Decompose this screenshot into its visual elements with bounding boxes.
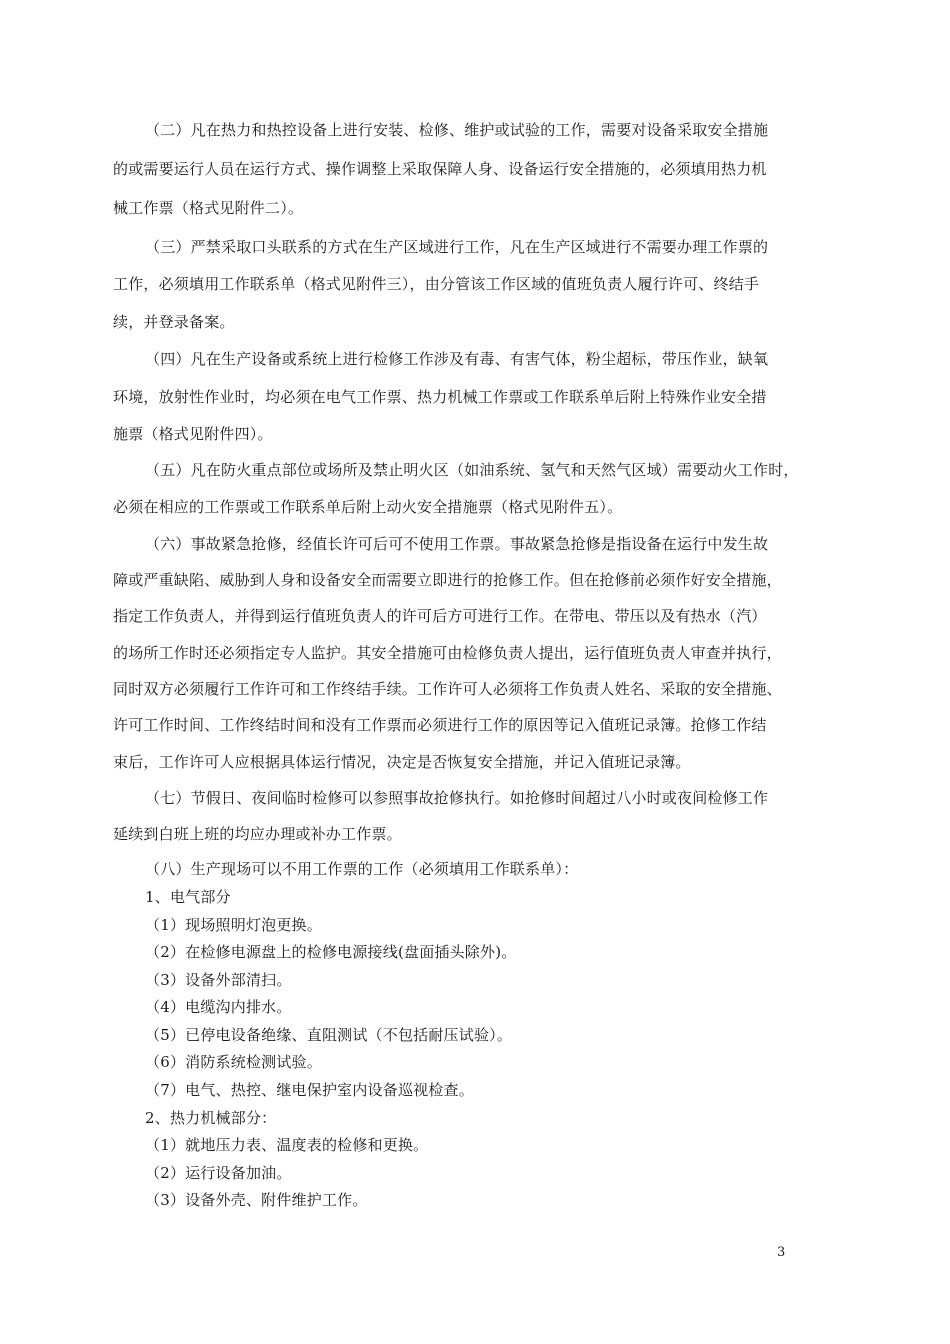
list-item-electrical-3: （3）设备外部清扫。 xyxy=(145,971,292,989)
paragraph-2-line-1: （二）凡在热力和热控设备上进行安装、检修、维护或试验的工作，需要对设备采取安全措施 xyxy=(145,121,769,139)
paragraph-6-line-2: 障或严重缺陷、威胁到人身和设备安全而需要立即进行的抢修工作。但在抢修前必须作好安全措施， xyxy=(113,571,782,589)
paragraph-6-line-3: 指定工作负责人，并得到运行值班负责人的许可后方可进行工作。在带电、带压以及有热水（汽） xyxy=(113,607,767,625)
list-item-electrical-7: （7）电气、热控、继电保护室内设备巡视检查。 xyxy=(145,1081,474,1099)
paragraph-4-line-1: （四）凡在生产设备或系统上进行检修工作涉及有毒、有害气体，粉尘超标，带压作业，缺氧 xyxy=(145,350,769,368)
paragraph-7-line-1: （七）节假日、夜间临时检修可以参照事故抢修执行。如抢修时间超过八小时或夜间检修工作 xyxy=(145,789,769,807)
list-item-electrical-2: （2）在检修电源盘上的检修电源接线(盘面插头除外)。 xyxy=(145,943,517,961)
paragraph-3-line-1: （三）严禁采取口头联系的方式在生产区域进行工作，凡在生产区域进行不需要办理工作票的 xyxy=(145,238,769,256)
list-item-thermal-3: （3）设备外壳、附件维护工作。 xyxy=(145,1191,368,1209)
list-item-thermal-2: （2）运行设备加油。 xyxy=(145,1164,292,1182)
section-electrical-heading: 1、电气部分 xyxy=(145,888,231,906)
paragraph-2-line-3: 械工作票（格式见附件二）。 xyxy=(113,199,304,217)
paragraph-8-heading: （八）生产现场可以不用工作票的工作（必须填用工作联系单）： xyxy=(145,860,579,878)
paragraph-6-line-1: （六）事故紧急抢修，经值长许可后可不使用工作票。事故紧急抢修是指设备在运行中发生故 xyxy=(145,535,769,553)
paragraph-5-line-2: 必须在相应的工作票或工作联系单后附上动火安全措施票（格式见附件五）。 xyxy=(113,498,623,516)
paragraph-4-line-3: 施票（格式见附件四）。 xyxy=(113,425,273,443)
list-item-electrical-1: （1）现场照明灯泡更换。 xyxy=(145,916,322,934)
paragraph-4-line-2: 环境，放射性作业时，均必须在电气工作票、热力机械工作票或工作联系单后附上特殊作业安全措 xyxy=(113,388,767,406)
section-thermal-heading: 2、热力机械部分： xyxy=(145,1109,277,1127)
paragraph-6-line-4: 的场所工作时还必须指定专人监护。其安全措施可由检修负责人提出，运行值班负责人审查并执行， xyxy=(113,644,782,662)
list-item-electrical-5: （5）已停电设备绝缘、直阻测试（不包括耐压试验）。 xyxy=(145,1026,513,1044)
paragraph-2-line-2: 的或需要运行人员在运行方式、操作调整上采取保障人身、设备运行安全措施的，必须填用热力机 xyxy=(113,160,767,178)
paragraph-7-line-2: 延续到白班上班的均应办理或补办工作票。 xyxy=(113,825,402,843)
list-item-electrical-4: （4）电缆沟内排水。 xyxy=(145,998,292,1016)
paragraph-3-line-3: 续，并登录备案。 xyxy=(113,313,235,331)
page-number: 3 xyxy=(777,1245,786,1260)
list-item-thermal-1: （1）就地压力表、温度表的检修和更换。 xyxy=(145,1136,429,1154)
paragraph-5-line-1: （五）凡在防火重点部位或场所及禁止明火区（如油系统、氢气和天然气区域）需要动火工作时， xyxy=(145,461,799,479)
paragraph-6-line-7: 束后，工作许可人应根据具体运行情况，决定是否恢复安全措施，并记入值班记录簿。 xyxy=(113,753,691,771)
paragraph-6-line-5: 同时双方必须履行工作许可和工作终结手续。工作许可人必须将工作负责人姓名、采取的安全措施、 xyxy=(113,680,782,698)
paragraph-6-line-6: 许可工作时间、工作终结时间和没有工作票而必须进行工作的原因等记入值班记录簿。抢修工作结 xyxy=(113,716,767,734)
paragraph-3-line-2: 工作，必须填用工作联系单（格式见附件三），由分管该工作区域的值班负责人履行许可、终结手 xyxy=(113,275,760,293)
list-item-electrical-6: （6）消防系统检测试验。 xyxy=(145,1053,322,1071)
